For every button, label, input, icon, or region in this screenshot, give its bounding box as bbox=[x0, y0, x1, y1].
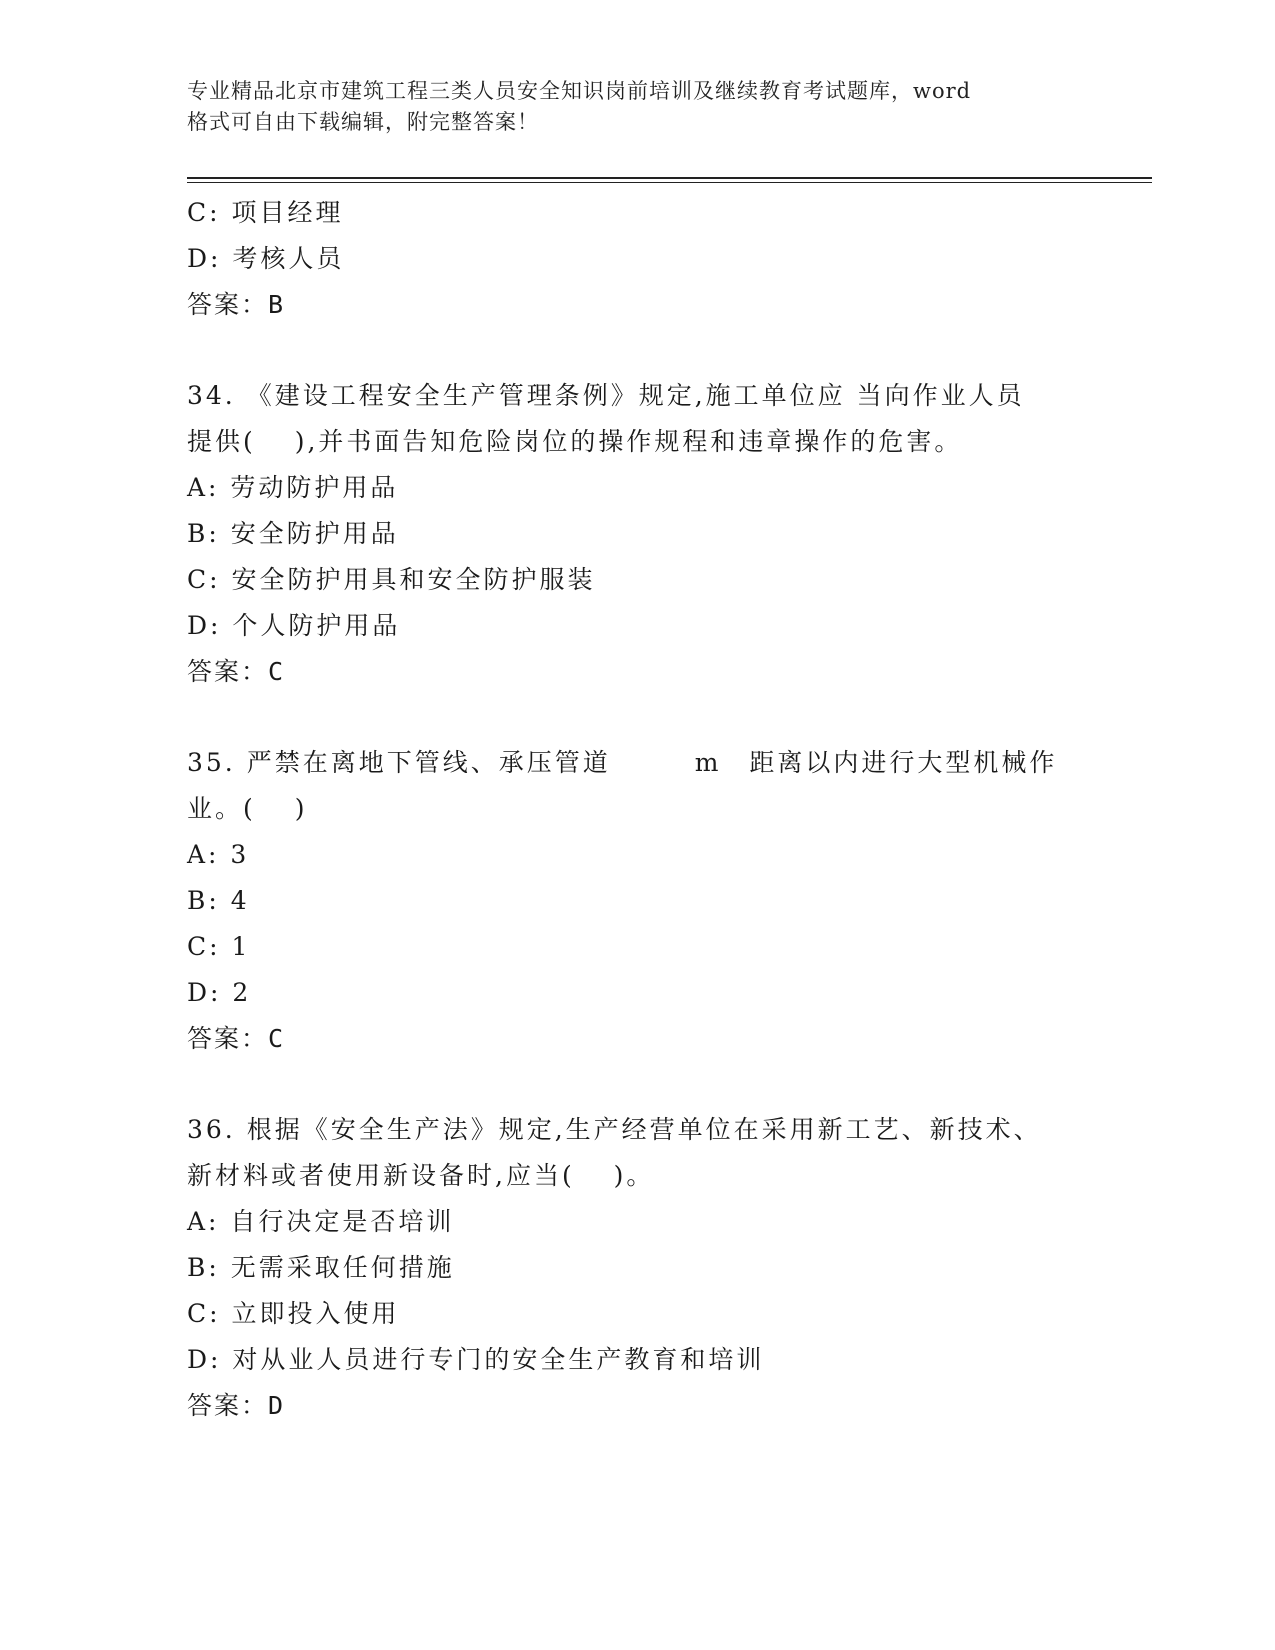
header-line-2: 格式可自由下载编辑，附完整答案！ bbox=[187, 110, 539, 134]
answer-line bbox=[187, 1016, 1087, 1062]
answer-label: 答案： bbox=[187, 657, 269, 686]
answer-value: D bbox=[268, 1391, 285, 1420]
document-header bbox=[187, 76, 1067, 138]
option-d: D: 对从业人员进行专门的安全生产教育和培训 bbox=[187, 1345, 765, 1374]
option-c: C: 立即投入使用 bbox=[187, 1299, 400, 1328]
question-list bbox=[187, 190, 1087, 1429]
question-stem-line-1: 36. 根据《安全生产法》规定,生产经营单位在采用新工艺、新技术、 bbox=[187, 1115, 1042, 1144]
option-c: C: 安全防护用具和安全防护服装 bbox=[187, 565, 596, 594]
spacer bbox=[187, 328, 1087, 373]
answer-value: C bbox=[268, 1024, 285, 1053]
option-c: C: 1 bbox=[187, 932, 251, 961]
option-d: D: 个人防护用品 bbox=[187, 611, 401, 640]
question-stem-line-2: 业。( ) bbox=[187, 794, 308, 823]
option-c: C: 项目经理 bbox=[187, 198, 344, 227]
option-a: A: 自行决定是否培训 bbox=[187, 1207, 455, 1236]
answer-label: 答案： bbox=[187, 290, 269, 319]
option-b: B: 4 bbox=[187, 886, 250, 915]
question-stem-line-2: 提供( ),并书面告知危险岗位的操作规程和违章操作的危害。 bbox=[187, 427, 963, 456]
spacer bbox=[187, 695, 1087, 740]
question-stem-line-1: 35. 严禁在离地下管线、承压管道 m 距离以内进行大型机械作 bbox=[187, 748, 1058, 777]
question-33-tail bbox=[187, 190, 1087, 328]
question-stem-line-2: 新材料或者使用新设备时,应当( )。 bbox=[187, 1161, 655, 1190]
question-34 bbox=[187, 373, 1087, 695]
answer-value: B bbox=[268, 290, 285, 319]
answer-label: 答案： bbox=[187, 1391, 269, 1420]
header-line-1: 专业精品北京市建筑工程三类人员安全知识岗前培训及继续教育考试题库，word bbox=[187, 79, 972, 103]
answer-line bbox=[187, 649, 1087, 695]
answer-line bbox=[187, 282, 1087, 328]
question-35 bbox=[187, 740, 1087, 1062]
answer-line bbox=[187, 1383, 1087, 1429]
option-d: D: 2 bbox=[187, 978, 252, 1007]
answer-label: 答案： bbox=[187, 1024, 269, 1053]
option-a: A: 3 bbox=[187, 840, 250, 869]
header-rule-thin bbox=[187, 182, 1152, 183]
header-rule-thick bbox=[187, 177, 1152, 179]
option-b: B: 安全防护用品 bbox=[187, 519, 399, 548]
question-36 bbox=[187, 1107, 1087, 1429]
question-stem-line-1: 34. 《建设工程安全生产管理条例》规定,施工单位应 当向作业人员 bbox=[187, 381, 1025, 410]
option-b: B: 无需采取任何措施 bbox=[187, 1253, 455, 1282]
option-d: D: 考核人员 bbox=[187, 244, 345, 273]
spacer bbox=[187, 1062, 1087, 1107]
option-a: A: 劳动防护用品 bbox=[187, 473, 399, 502]
answer-value: C bbox=[268, 657, 285, 686]
